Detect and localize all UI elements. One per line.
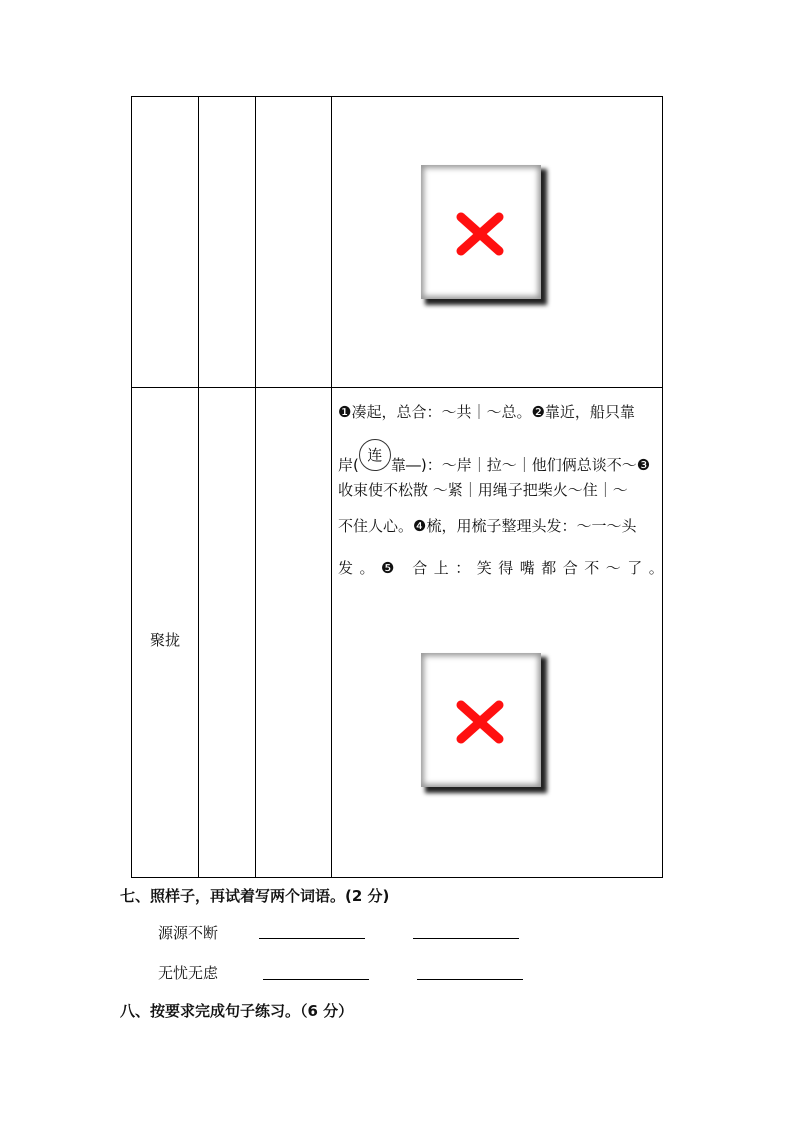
table-column-divider bbox=[331, 97, 332, 877]
section-seven-title: 七、照样子，再试着写两个词语。(2 分) bbox=[120, 887, 390, 905]
answer-blank[interactable] bbox=[263, 979, 369, 980]
circled-character: 连 bbox=[359, 439, 391, 471]
example-word: 无忧无虑 bbox=[158, 964, 219, 982]
section-eight-title: 八、按要求完成句子练习。（6 分） bbox=[120, 1002, 354, 1020]
definition-fragment: 岸( bbox=[338, 456, 359, 474]
answer-blank[interactable] bbox=[413, 938, 519, 939]
answer-blank[interactable] bbox=[259, 938, 365, 939]
definition-line: 发。❺ 合上：笑得嘴都合不～了。 bbox=[338, 559, 671, 577]
table-row-divider bbox=[132, 387, 662, 388]
table-column-divider bbox=[255, 97, 256, 877]
broken-image-icon bbox=[421, 165, 547, 305]
definition-line: ❶凑起，总合：～共｜～总。❷靠近，船只靠 bbox=[338, 403, 635, 421]
table-word: 聚拢 bbox=[150, 631, 181, 649]
definition-fragment: 靠―)：～岸｜拉～｜他们俩总谈不～❸ bbox=[390, 456, 651, 474]
answer-blank[interactable] bbox=[417, 979, 523, 980]
table-column-divider bbox=[198, 97, 199, 877]
broken-image-icon bbox=[421, 653, 547, 793]
vocabulary-table bbox=[131, 96, 671, 878]
example-word: 源源不断 bbox=[158, 924, 219, 942]
definition-line: 不住人心。❹梳，用梳子整理头发：～一～头 bbox=[338, 517, 637, 535]
definition-line: 收束使不松散 ～紧｜用绳子把柴火～住｜～ bbox=[338, 481, 628, 499]
